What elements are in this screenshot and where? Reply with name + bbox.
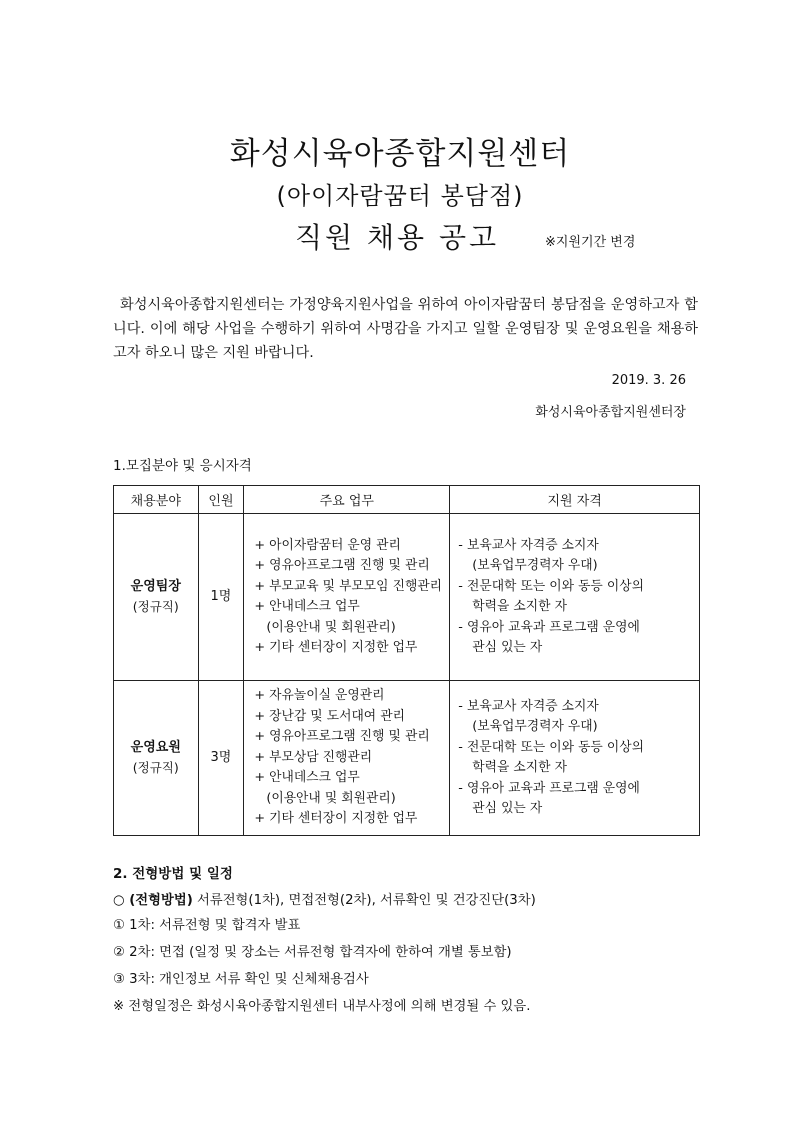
duty-item: (이용안내 및 회원관리) [266,619,396,635]
selection-step: ① 1차: 서류전형 및 합격자 발표 [113,918,301,933]
selection-method-label: ○ (전형방법) [113,893,193,908]
duty-item: + 부모교육 및 부모모임 진행관리 [254,578,443,594]
duties-cell [244,681,450,836]
qualification-item: (보육업무경력자 우대) [472,558,598,573]
field-cell [114,681,199,836]
qualification-item: - 보육교사 자격증 소지자 [458,537,599,553]
duty-item: + 영유아프로그램 진행 및 관리 [254,729,430,745]
column-header: 채용분야 [114,486,199,514]
qualifications-cell [450,681,700,836]
selection-step: ③ 3차: 개인정보 서류 확인 및 신체채용검사 [113,972,369,987]
page-subtitle: (아이자람꿈터 봉담점) [276,182,524,210]
qualification-item: 관심 있는 자 [472,640,543,655]
selection-step: ② 2차: 면접 (일정 및 장소는 서류전형 합격자에 한하여 개별 통보함) [113,945,512,960]
section2-heading: 2. 전형방법 및 일정 [113,866,233,882]
field-cell [114,514,199,681]
field-name: 운영요원 [130,740,181,755]
notice-title: 직원 채용 공고 [295,221,500,254]
column-header: 인원 [198,486,244,514]
duty-item: + 안내데스크 업무 [254,599,360,614]
qualification-item: - 영유아 교육과 프로그램 운영에 [458,780,640,796]
schedule-note: ※ 전형일정은 화성시육아종합지원센터 내부사정에 의해 변경될 수 있음. [113,999,531,1014]
column-header: 지원 자격 [450,486,700,514]
duty-item: + 아이자람꿈터 운영 관리 [254,537,401,553]
headcount: 3명 [198,681,244,836]
employment-type: (정규직) [132,599,179,614]
duty-item: + 자유놀이실 운영관리 [254,688,385,704]
qualification-item: - 영유아 교육과 프로그램 운영에 [458,619,640,635]
duty-item: (이용안내 및 회원관리) [266,790,396,806]
qualification-item: 학력을 소지한 자 [472,599,567,614]
duty-item: + 기타 센터장이 지정한 업무 [254,640,418,655]
qualification-item: - 보육교사 자격증 소지자 [458,698,599,714]
qualifications-cell [450,514,700,681]
qualification-item: 학력을 소지한 자 [472,760,567,775]
field-name: 운영팀장 [130,579,181,594]
qualification-item: - 전문대학 또는 이와 동등 이상의 [458,578,644,594]
column-header: 주요 업무 [244,486,450,514]
section1-heading: 1.모집분야 및 응시자격 [113,458,252,474]
duty-item: + 영유아프로그램 진행 및 관리 [254,558,430,573]
duty-item: + 부모상담 진행관리 [254,749,373,765]
employment-type: (정규직) [132,760,179,775]
duties-cell [244,514,450,681]
period-change-note: ※지원기간 변경 [545,235,636,250]
duty-item: + 안내데스크 업무 [254,770,360,786]
issuer: 화성시육아종합지원센터장 [535,405,686,420]
duty-item: + 기타 센터장이 지정한 업무 [254,811,418,827]
notice-date: 2019. 3. 26 [611,373,686,388]
duty-item: + 장난감 및 도서대여 관리 [254,708,405,724]
page-title: 화성시육아종합지원센터 [229,136,571,172]
qualification-item: 관심 있는 자 [472,801,543,816]
intro-paragraph: 화성시육아종합지원센터는 가정양육지원사업을 위하여 아이자람꿈터 봉담점을 운영하고자 합니다. 이에 해당 사업을 수행하기 위하여 사명감을 가지고 일할 운영팀장 및 운영요원을 채용하고자 하오니 많은 지원 바랍니다. [113,297,698,361]
headcount: 1명 [198,514,244,681]
qualification-item: - 전문대학 또는 이와 동등 이상의 [458,739,644,755]
selection-method [113,889,536,908]
table-row [114,681,700,836]
table-row [114,514,700,681]
table-header-row [114,486,700,514]
recruit-table [113,485,700,836]
qualification-item: (보육업무경력자 우대) [472,719,598,734]
selection-method-text: 서류전형(1차), 면접전형(2차), 서류확인 및 건강진단(3차) [197,893,536,908]
